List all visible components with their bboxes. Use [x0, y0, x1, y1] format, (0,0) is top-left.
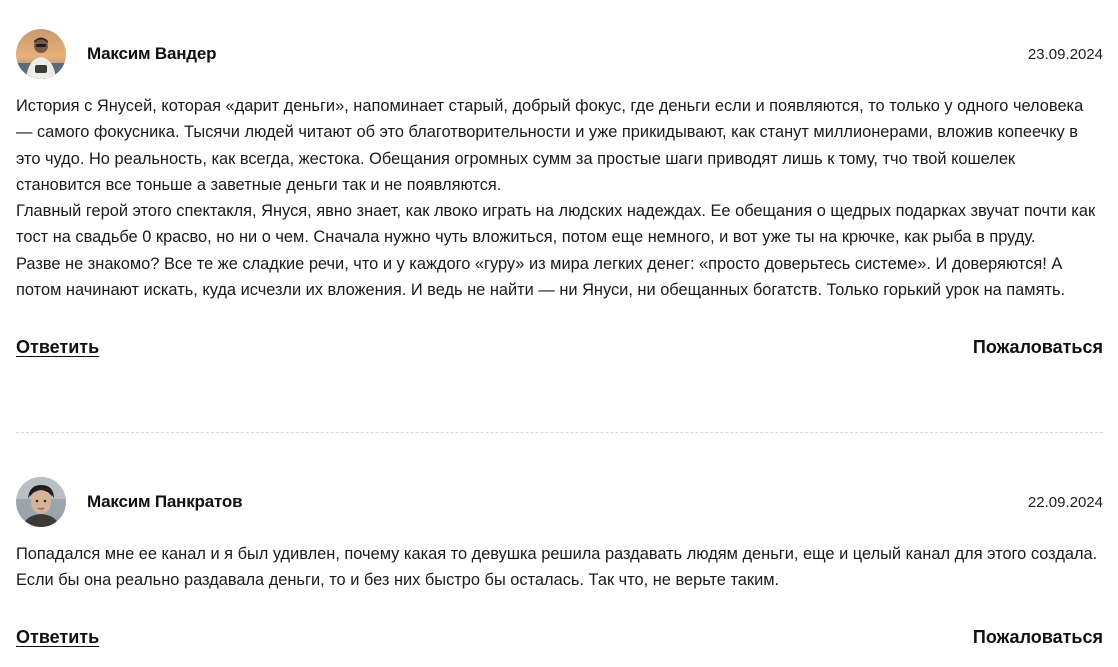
complain-link[interactable]: Пожаловаться [972, 337, 1103, 358]
reply-link[interactable]: Ответить [16, 337, 100, 358]
avatar[interactable] [16, 477, 66, 527]
comment-paragraph: Разве не знакомо? Все те же сладкие речи, что и у каждого «гуру» из мира легких денег: «просто доверьтесь системе». И доверяются! А потом начинают искать, куда исчезли их вложения. И ведь не найти — ни Януси, ни обещанных богатств. Только горький урок на память. [16, 254, 1066, 300]
comment-header [16, 477, 1103, 529]
avatar-photo-icon [16, 29, 66, 79]
comment-text [16, 541, 1103, 594]
author-name: Максим Панкратов [87, 492, 243, 511]
comment-text [16, 93, 1103, 303]
comment-paragraph: История с Янусей, которая «дарит деньги», напоминает старый, добрый фокус, где деньги если и появляются, то только у одного человека — самого фокусника. Тысячи людей читают об это благотворительности и уже прикидывают, как станут миллионерами, вложив копеечку в это чудо. Но реальность, как всегда, жестока. Обещания огромных сумм за простые шаги приводят лишь к тому, тчо твой кошелек становится все тоньше а заветные деньги так и не появляются. [16, 97, 1084, 194]
comment-date: 22.09.2024 [1027, 494, 1103, 511]
comment-item [16, 477, 1103, 657]
comment-actions [16, 627, 1103, 657]
comment-paragraph: Главный герой этого спектакля, Януся, явно знает, как лвоко играть на людских надеждах. Ее обещания о щедрых подарках звучат почти как тост на свадьбе 0 красво, но ни о чем. Сначала нужно чуть вложиться, потом еще немного, и вот уже ты на крючке, как рыба в пруду. [16, 202, 1096, 247]
avatar[interactable] [16, 29, 66, 79]
author-name: Максим Вандер [87, 44, 217, 63]
comment-header [16, 29, 1103, 81]
comment-paragraph: Попадался мне ее канал и я был удивлен, почему какая то девушка решила раздавать людям деньги, еще и целый канал для этого создала. Если бы она реально раздавала деньги, то и без них быстро бы осталась. Так что, не верьте таким. [16, 545, 1098, 590]
comment-item [16, 29, 1103, 367]
avatar-photo-icon [16, 477, 66, 527]
reply-link[interactable]: Ответить [16, 626, 100, 647]
comment-date: 23.09.2024 [1027, 46, 1103, 63]
complain-link[interactable]: Пожаловаться [972, 626, 1103, 647]
comment-divider [16, 432, 1103, 433]
comment-actions [16, 337, 1103, 367]
